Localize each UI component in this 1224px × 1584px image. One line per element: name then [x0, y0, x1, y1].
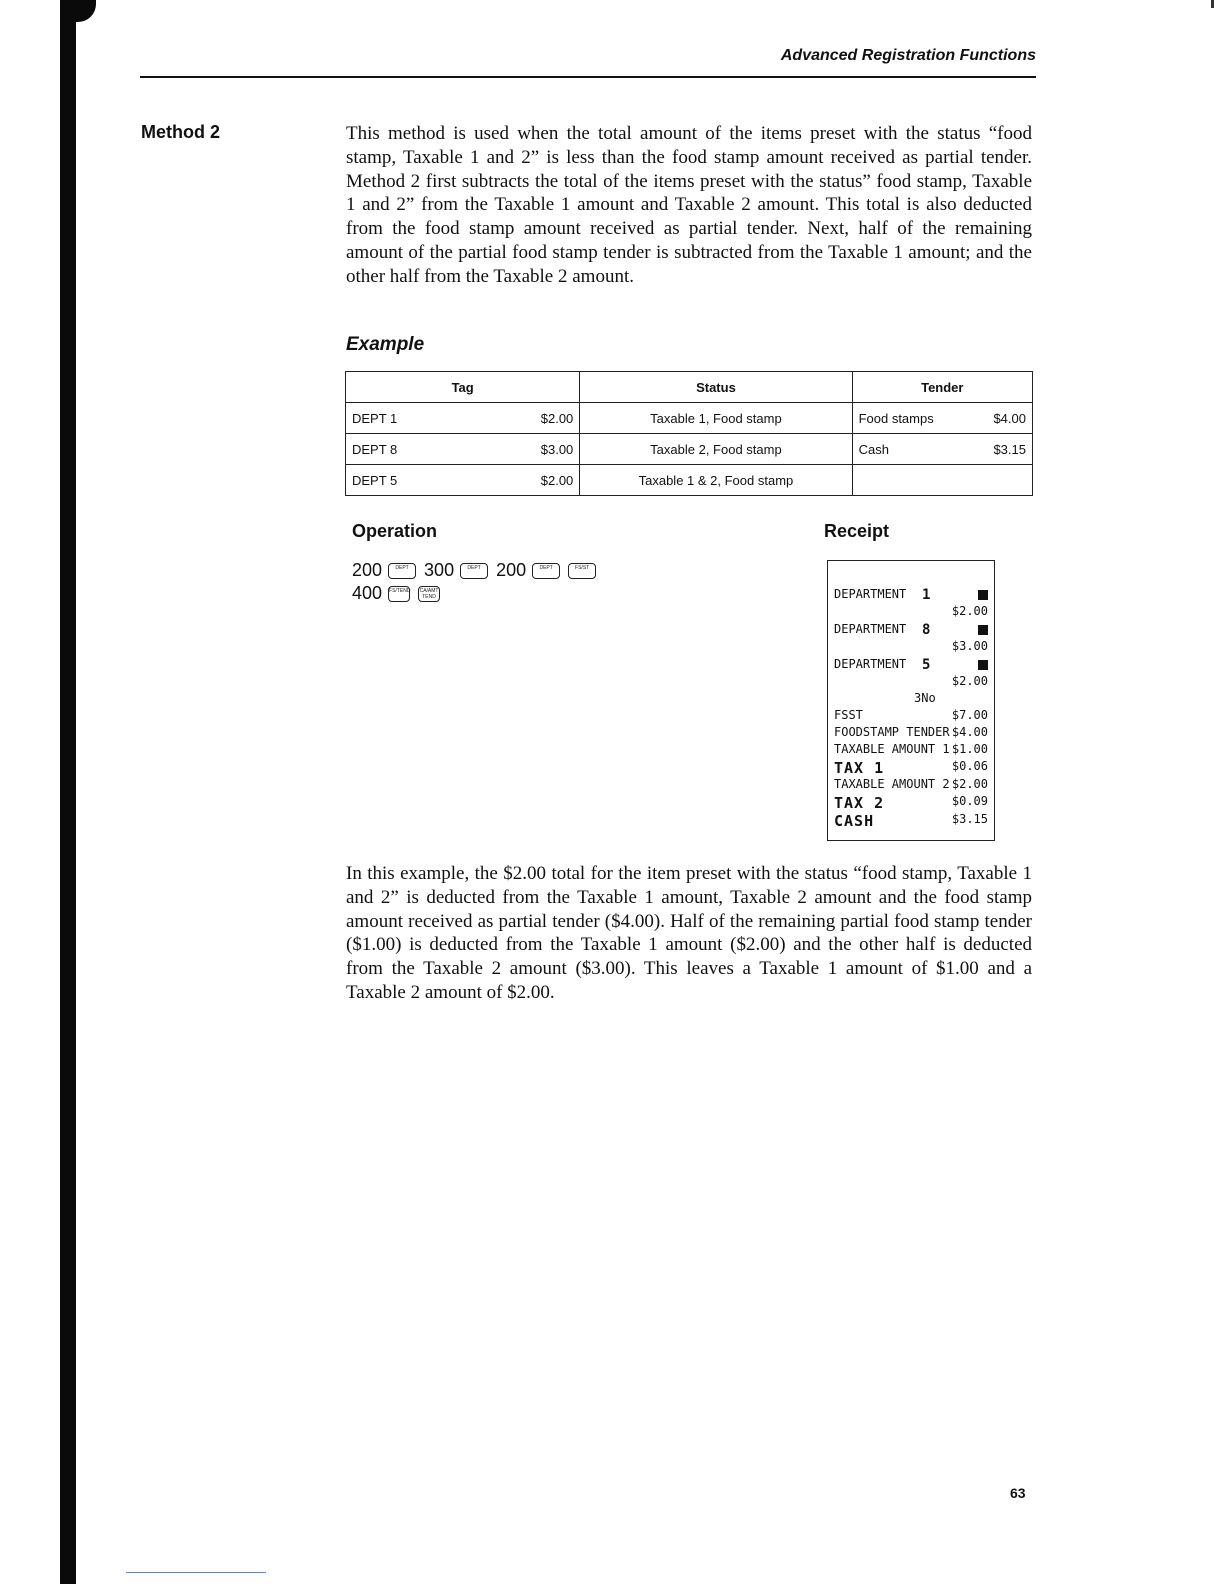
entry-amount: 400 [352, 583, 383, 603]
column-header-tender: Tender [852, 372, 1032, 403]
scan-artifact-line [126, 1572, 266, 1573]
dept-key-icon: DEPT [388, 563, 416, 579]
tax-status-mark-icon [978, 590, 988, 600]
cell-dept: DEPT 1 [346, 403, 512, 434]
receipt-line: TAX 2 $0.09 [834, 794, 988, 812]
tax-status-mark-icon [978, 625, 988, 635]
table-row [346, 434, 1033, 465]
cash-tend-key-icon: CA/AMT TEND [419, 587, 439, 600]
dept-key-icon: DEPT [532, 563, 560, 579]
page-number: 63 [1010, 1485, 1026, 1501]
cell-amount: $2.00 [512, 403, 580, 434]
cell-tender-amount: $3.15 [973, 434, 1033, 465]
cell-status: Taxable 1, Food stamp [580, 403, 852, 434]
operation-heading: Operation [352, 521, 438, 541]
table-row [346, 403, 1033, 434]
entry-amount: 300 [424, 560, 455, 580]
receipt-line: $3.00 [951, 639, 988, 653]
column-header-status: Status [580, 372, 852, 403]
binding-edge [60, 0, 76, 1584]
receipt-line: TAX 1 $0.06 [834, 759, 988, 777]
receipt-line: FSST $7.00 [834, 708, 988, 722]
receipt-line: CASH $3.15 [834, 812, 988, 830]
receipt-item-count: 3No [914, 691, 936, 705]
receipt-line: $2.00 [951, 604, 988, 618]
cell-amount: $2.00 [512, 465, 580, 496]
cell-dept: DEPT 5 [346, 465, 512, 496]
column-header-tag: Tag [346, 372, 580, 403]
example-table [345, 371, 1033, 496]
entry-amount: 200 [496, 560, 527, 580]
intro-paragraph: This method is used when the total amount of the items preset with the status “food stamp, Taxable 1 and 2” is less than the food stamp amount received as partial tender. Method 2 first subtracts the total of the items preset with the status” food stamp, Taxable 1 and 2” from the Taxable 1 amount and Taxable 2 amount. This total is also deducted from the food stamp amount received as partial tender. Next, half of the remaining amount of the partial food stamp tender is subtracted from the Taxable 1 amount; and the other half from the Taxable 2 amount. [346, 123, 1032, 287]
edge-mark [1211, 0, 1214, 8]
table-row [346, 465, 1033, 496]
header-rule [140, 76, 1036, 78]
entry-amount: 200 [352, 560, 383, 580]
cell-amount: $3.00 [512, 434, 580, 465]
fs-tend-key-icon: FS/TEND [388, 586, 410, 602]
operation-sequence-line-1 [352, 560, 604, 581]
example-heading: Example [346, 334, 425, 355]
receipt-line: FOODSTAMP TENDER $4.00 [834, 725, 988, 739]
fs-subtotal-key-icon: FS/ST [568, 563, 596, 579]
cell-dept: DEPT 8 [346, 434, 512, 465]
operation-sequence-line-2 [352, 583, 448, 604]
cell-tender [852, 465, 973, 496]
dept-key-icon: DEPT [460, 563, 488, 579]
receipt-heading: Receipt [824, 521, 890, 541]
cell-tender-amount: $4.00 [973, 403, 1033, 434]
tax-status-mark-icon [978, 660, 988, 670]
receipt-line: DEPARTMENT 5 [834, 657, 988, 673]
receipt-line: $2.00 [951, 674, 988, 688]
cell-tender-amount [973, 465, 1033, 496]
receipt-printout [827, 560, 995, 841]
cell-status: Taxable 1 & 2, Food stamp [580, 465, 852, 496]
binding-notch [60, 0, 96, 22]
receipt-line: TAXABLE AMOUNT 2 $2.00 [834, 777, 988, 791]
receipt-line: DEPARTMENT 1 [834, 587, 988, 603]
cell-tender: Cash [852, 434, 973, 465]
receipt-line: DEPARTMENT 8 [834, 622, 988, 638]
explanation-paragraph: In this example, the $2.00 total for the item preset with the status “food stamp, Taxable 1 and 2” is deducted from the Taxable 1 amount, Taxable 2 amount and the food stamp amount received as partial tender ($4.00). Half of the remaining partial food stamp tender ($1.00) is deducted from the Taxable 1 amount ($2.00) and the other half is deducted from the Taxable 2 amount ($3.00). This leaves a Taxable 1 amount of $1.00 and a Taxable 2 amount of $2.00. [346, 863, 1032, 1003]
section-heading: Method 2 [141, 122, 220, 142]
table-header-row [346, 372, 1033, 403]
cell-tender: Food stamps [852, 403, 973, 434]
running-header: Advanced Registration Functions [780, 47, 1036, 64]
cell-status: Taxable 2, Food stamp [580, 434, 852, 465]
receipt-line: TAXABLE AMOUNT 1 $1.00 [834, 742, 988, 756]
